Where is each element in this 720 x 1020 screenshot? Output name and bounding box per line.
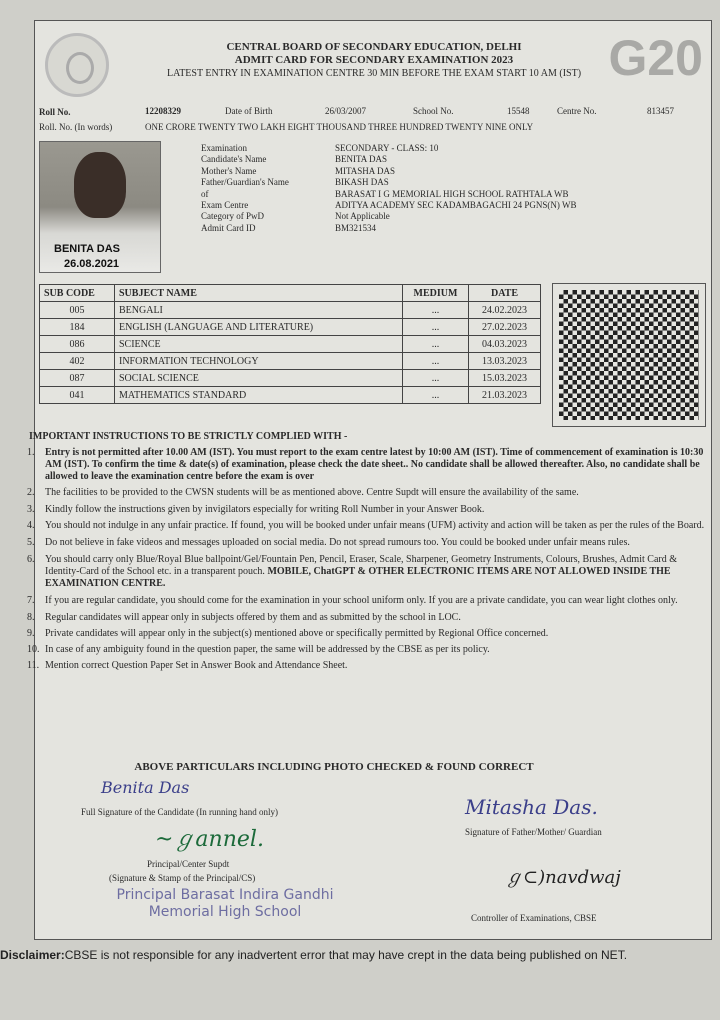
instruction-item — [27, 595, 707, 607]
sub-code: 184 — [40, 319, 115, 336]
disclaimer — [0, 948, 720, 962]
subject-name: INFORMATION TECHNOLOGY — [115, 353, 403, 370]
dob: 26/03/2007 — [325, 106, 367, 116]
subject-name: BENGALI — [115, 302, 403, 319]
school-no: 15548 — [507, 106, 530, 116]
instruction-text: If you are regular candidate, you should come for the examination in your school uniform only. If you are a private candidate, you can wear light clothes only. — [45, 595, 678, 606]
sub-code: 041 — [40, 387, 115, 404]
exam-date: 27.02.2023 — [469, 319, 541, 336]
exam-date: 15.03.2023 — [469, 370, 541, 387]
detail-row — [201, 223, 577, 234]
detail-value: SECONDARY - CLASS: 10 — [335, 143, 439, 153]
roll-no: 12208329 — [145, 106, 181, 116]
instruction-text: Regular candidates will appear only in subjects offered by them and as submitted by the school in LOC. — [45, 612, 461, 623]
table-row — [40, 319, 541, 336]
principal-sub-label: (Signature & Stamp of the Principal/CS) — [109, 873, 256, 883]
photo-face — [74, 152, 126, 218]
school-stamp: Principal Barasat Indira Gandhi Memorial High School — [116, 887, 334, 920]
col-sub-code: SUB CODE — [40, 285, 115, 302]
instruction-item — [27, 520, 707, 532]
instruction-number: 4. — [27, 520, 35, 531]
qr-code — [553, 284, 705, 426]
detail-value: BENITA DAS — [335, 154, 388, 165]
instructions-title: IMPORTANT INSTRUCTIONS TO BE STRICTLY COMPLIED WITH - — [29, 431, 348, 442]
instruction-item — [27, 447, 707, 483]
school-label: School No. — [413, 106, 454, 116]
instruction-number: 8. — [27, 612, 35, 623]
medium: ... — [403, 319, 469, 336]
subject-name: SCIENCE — [115, 336, 403, 353]
principal-label: Principal/Center Supdt — [147, 859, 230, 869]
exam-date: 13.03.2023 — [469, 353, 541, 370]
instruction-number: 5. — [27, 537, 35, 548]
medium: ... — [403, 336, 469, 353]
instruction-item — [27, 537, 707, 549]
instruction-text: Do not believe in fake videos and messages uploaded on social media. Do not spread rumours too. You could be booked under unfair means rules. — [45, 537, 630, 548]
detail-row — [201, 177, 577, 188]
instruction-text: You should not indulge in any unfair practice. If found, you will be booked under unfair means (UFM) activity and action will be taken as per the rules of the Board. — [45, 520, 705, 531]
instruction-item — [27, 660, 707, 672]
table-row — [40, 370, 541, 387]
instruction-number: 10. — [27, 644, 40, 655]
instruction-text: Entry is not permitted after 10.00 AM (IST). You must report to the exam centre latest by 10:00 AM (IST). Time of commencement of examination is 10:30 AM (IST). To confirm the time & date(s) of examination, please check the date sheet.. No candidate shall be allowed thereafter. Also, no candidate shall be allowed to leave the examination centre before the exam is over — [45, 447, 704, 482]
detail-row — [201, 200, 577, 211]
detail-label: Exam Centre — [201, 200, 249, 211]
detail-label: of — [201, 188, 209, 199]
col-medium: MEDIUM — [403, 285, 469, 302]
instruction-number: 2. — [27, 487, 35, 498]
roll-label: Roll No. — [39, 107, 71, 117]
medium: ... — [403, 387, 469, 404]
subjects-table — [39, 284, 541, 404]
sub-code: 086 — [40, 336, 115, 353]
instruction-text: Kindly follow the instructions given by invigilators especially for writing Roll Number in your Answer Book. — [45, 504, 485, 515]
sub-code: 087 — [40, 370, 115, 387]
photo-name: BENITA DAS — [54, 243, 120, 255]
detail-value: BARASAT I G MEMORIAL HIGH SCHOOL RATHTALA WB — [335, 188, 569, 199]
medium: ... — [403, 302, 469, 319]
col-subject-name: SUBJECT NAME — [115, 285, 403, 302]
instructions-list — [27, 447, 707, 676]
detail-row — [201, 211, 577, 222]
medium: ... — [403, 353, 469, 370]
instruction-number: 1. — [27, 447, 35, 458]
detail-label: Father/Guardian's Name — [201, 177, 289, 188]
controller-signature: ℊ⊂)navdwaj — [505, 867, 621, 888]
instruction-item — [27, 487, 707, 499]
subject-name: MATHEMATICS STANDARD — [115, 387, 403, 404]
table-row — [40, 302, 541, 319]
detail-label: Category of PwD — [201, 211, 264, 222]
detail-row — [201, 143, 577, 154]
controller-label: Controller of Examinations, CBSE — [471, 913, 597, 923]
board-name: CENTRAL BOARD OF SECONDARY EDUCATION, DELHI — [226, 41, 522, 53]
guardian-signature: Mitasha Das. — [465, 795, 598, 819]
instruction-number: 9. — [27, 628, 35, 639]
detail-row — [201, 154, 577, 165]
candidate-details — [201, 143, 577, 234]
instruction-text: Private candidates will appear only in the subject(s) mentioned above or specifically permitted by Regional Office concerned. — [45, 628, 549, 639]
instruction-item — [27, 554, 707, 590]
exam-date: 21.03.2023 — [469, 387, 541, 404]
principal-signature: ~ℊannel. — [155, 827, 264, 852]
detail-value: Not Applicable — [335, 211, 390, 222]
disclaimer-text: CBSE is not responsible for any inadvertent error that may have crept in the data being published on NET. — [64, 948, 628, 962]
sub-code: 005 — [40, 302, 115, 319]
instruction-text: You should carry only Blue/Royal Blue ballpoint/Gel/Fountain Pen, Pencil, Eraser, Scale, Sharpener, Geometry Instruments, Colours, Brushes, Admit Card & Identity-Card of the School etc. in a transparent pouch. — [45, 554, 677, 577]
detail-label: Admit Card ID — [201, 222, 256, 233]
detail-label: Examination — [201, 143, 247, 153]
instruction-text: The facilities to be provided to the CWSN students will be as mentioned above. Centre Supdt will ensure the availability of the same. — [45, 487, 579, 498]
admit-card — [27, 20, 712, 940]
disclaimer-label: Disclaimer: — [0, 948, 65, 962]
table-row — [40, 336, 541, 353]
detail-value: BM321534 — [335, 222, 377, 233]
g20-logo: G20 — [608, 30, 703, 86]
guardian-sig-label: Signature of Father/Mother/ Guardian — [465, 827, 602, 837]
instruction-number: 6. — [27, 554, 35, 565]
instruction-number: 3. — [27, 504, 35, 515]
detail-label: Candidate's Name — [201, 154, 267, 165]
electronics-warning: MOBILE, ChatGPT & OTHER ELECTRONIC ITEMS ARE NOT ALLOWED INSIDE THE EXAMINATION CENTRE. — [45, 566, 671, 589]
exam-date: 24.02.2023 — [469, 302, 541, 319]
instruction-item — [27, 504, 707, 516]
centre-no: 813457 — [647, 106, 674, 116]
detail-row — [201, 189, 577, 200]
detail-row — [201, 166, 577, 177]
col-date: DATE — [469, 285, 541, 302]
dob-label: Date of Birth — [225, 106, 273, 116]
card-title: ADMIT CARD FOR SECONDARY EXAMINATION 2023 — [234, 54, 514, 66]
photo-date: 26.08.2021 — [64, 258, 120, 270]
candidate-photo — [39, 141, 161, 273]
medium: ... — [403, 370, 469, 387]
instruction-item — [27, 612, 707, 624]
detail-value: BIKASH DAS — [335, 177, 389, 188]
detail-label: Mother's Name — [201, 165, 257, 176]
table-row — [40, 387, 541, 404]
instruction-text: In case of any ambiguity found in the question paper, the same will be addressed by the CBSE as per its policy. — [45, 644, 490, 655]
verified-note: ABOVE PARTICULARS INCLUDING PHOTO CHECKED & FOUND CORRECT — [134, 761, 534, 773]
sub-code: 402 — [40, 353, 115, 370]
table-row — [40, 353, 541, 370]
instruction-item — [27, 628, 707, 640]
entry-note: LATEST ENTRY IN EXAMINATION CENTRE 30 MIN BEFORE THE EXAM START 10 AM (IST) — [166, 68, 582, 79]
instruction-number: 7. — [27, 595, 35, 606]
detail-value: ADITYA ACADEMY SEC KADAMBAGACHI 24 PGNS(N) WB — [335, 200, 577, 211]
exam-date: 04.03.2023 — [469, 336, 541, 353]
instruction-item — [27, 644, 707, 656]
instruction-number: 11. — [27, 660, 40, 671]
subject-name: SOCIAL SCIENCE — [115, 370, 403, 387]
candidate-sig-label: Full Signature of the Candidate (In running hand only) — [81, 807, 278, 817]
instruction-text: Mention correct Question Paper Set in Answer Book and Attendance Sheet. — [45, 660, 348, 671]
roll-words: ONE CRORE TWENTY TWO LAKH EIGHT THOUSAND THREE HUNDRED TWENTY NINE ONLY — [145, 122, 534, 132]
table-header — [40, 285, 541, 302]
roll-words-label: Roll. No. (In words) — [39, 122, 113, 132]
detail-value: MITASHA DAS — [335, 165, 396, 176]
centre-label: Centre No. — [557, 106, 597, 116]
subject-name: ENGLISH (LANGUAGE AND LITERATURE) — [115, 319, 403, 336]
candidate-signature: Benita Das — [101, 778, 190, 797]
